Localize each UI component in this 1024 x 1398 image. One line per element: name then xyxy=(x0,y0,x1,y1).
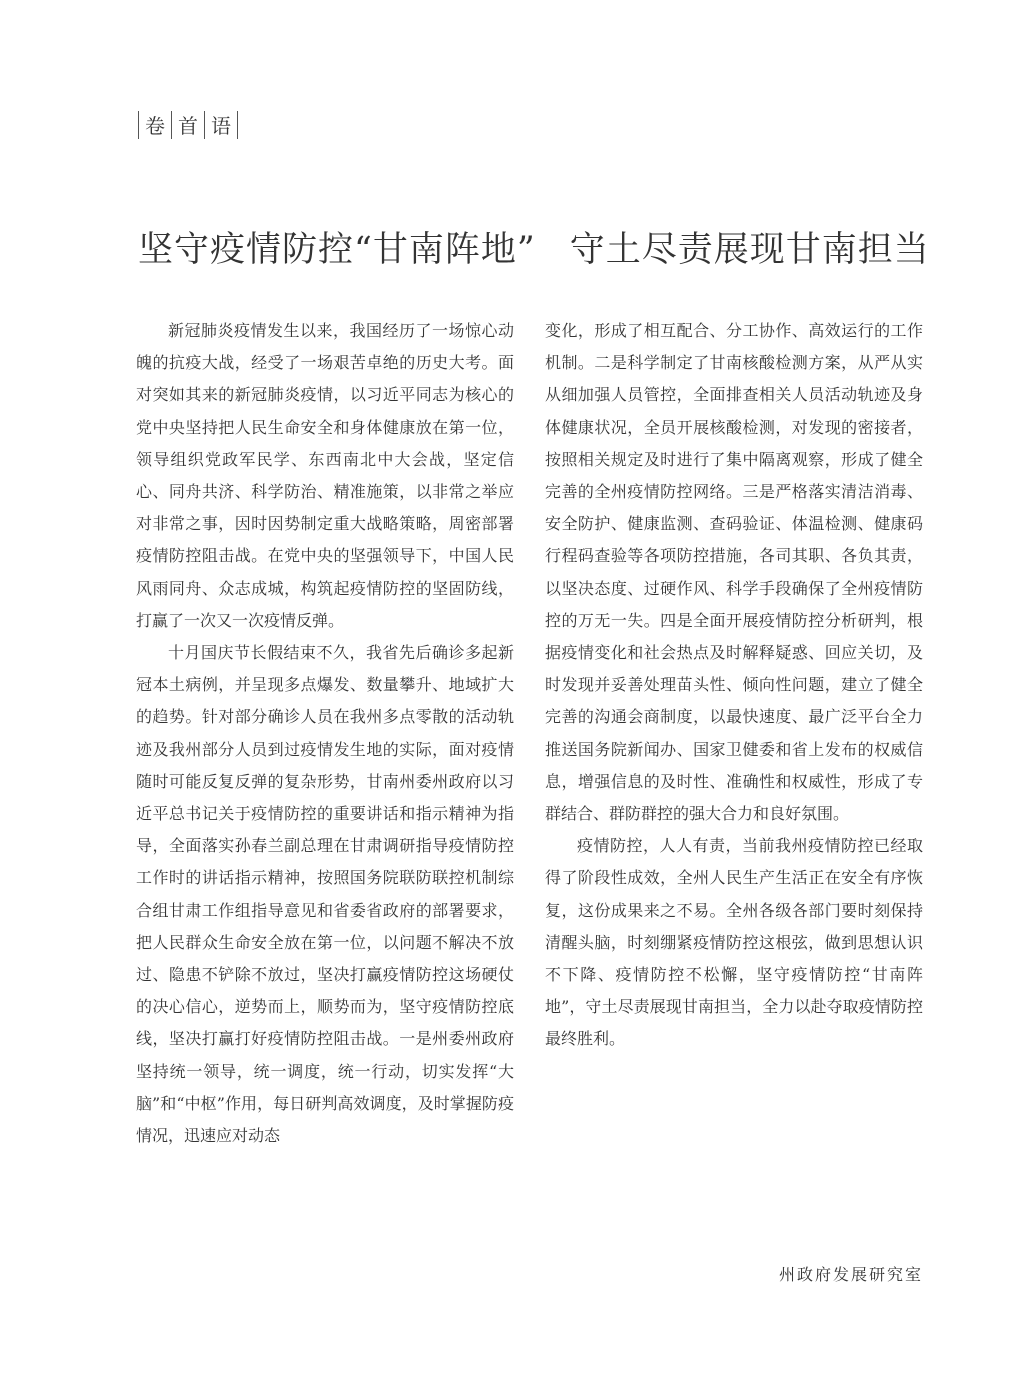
divider xyxy=(204,111,205,139)
article-title-part2: 守土尽责展现甘南担当 xyxy=(569,230,930,270)
author-signature: 州政府发展研究室 xyxy=(778,1265,923,1284)
paragraph: 疫情防控，人人有责，当前我州疫情防控已经取得了阶段性成效，全州人民生产生活正在安全有序恢复，这份成果来之不易。全州各级各部门要时刻保持清醒头脑，时刻绷紧疫情防控这根弦，做到思想认识不下降、疫情防控不松懈，坚守疫情防控“甘南阵地”，守土尽责展现甘南担当，全力以赴夺取疫情防控最终胜利。 xyxy=(545,836,923,1049)
section-tag xyxy=(133,110,243,139)
divider xyxy=(237,111,238,139)
left-column xyxy=(136,315,514,1152)
divider xyxy=(138,111,139,139)
article-title xyxy=(138,222,938,272)
paragraph: 新冠肺炎疫情发生以来，我国经历了一场惊心动魄的抗疫大战，经受了一场艰苦卓绝的历史大考。面对突如其来的新冠肺炎疫情，以习近平同志为核心的党中央坚持把人民生命安全和身体健康放在第一位，领导组织党政军民学、东西南北中大会战，坚定信心、同舟共济、科学防治、精准施策，以非常之举应对非常之事，因时因势制定重大战略策略，周密部署疫情防控阻击战。在党中央的坚强领导下，中国人民风雨同舟、众志成城，构筑起疫情防控的坚固防线，打赢了一次又一次疫情反弹。 xyxy=(136,321,514,630)
section-tag-char: 首 xyxy=(178,114,198,138)
section-tag-char: 卷 xyxy=(145,114,165,138)
right-column xyxy=(545,315,923,1056)
article-title-part1: 坚守疫情防控“甘南阵地” xyxy=(138,230,536,270)
divider xyxy=(171,111,172,139)
paragraph: 十月国庆节长假结束不久，我省先后确诊多起新冠本土病例，并呈现多点爆发、数量攀升、地域扩大的趋势。针对部分确诊人员在我州多点零散的活动轨迹及我州部分人员到过疫情发生地的实际，面对疫情随时可能反复反弹的复杂形势，甘南州委州政府以习近平总书记关于疫情防控的重要讲话和指示精神为指导，全面落实孙春兰副总理在甘肃调研指导疫情防控工作时的讲话指示精神，按照国务院联防联控机制综合组甘肃工作组指导意见和省委省政府的部署要求，把人民群众生命安全放在第一位，以问题不解决不放过、隐患不铲除不放过，坚决打赢疫情防控这场硬仗的决心信心，逆势而上，顺势而为，坚守疫情防控底线，坚决打赢打好疫情防控阻击战。一是州委州政府坚持统一领导，统一调度，统一行动，切实发挥“大脑”和“中枢”作用，每日研判高效调度，及时掌握防疫情况，迅速应对动态 xyxy=(136,643,514,1146)
paragraph: 变化，形成了相互配合、分工协作、高效运行的工作机制。二是科学制定了甘南核酸检测方案，从严从实从细加强人员管控，全面排查相关人员活动轨迹及身体健康状况，全员开展核酸检测，对发现的密接者，按照相关规定及时进行了集中隔离观察，形成了健全完善的全州疫情防控网络。三是严格落实清洁消毒、安全防护、健康监测、查码验证、体温检测、健康码行程码查验等各项防控措施，各司其职、各负其责，以坚决态度、过硬作风、科学手段确保了全州疫情防控的万无一失。四是全面开展疫情防控分析研判，根据疫情变化和社会热点及时解释疑惑、回应关切，及时发现并妥善处理苗头性、倾向性问题，建立了健全完善的沟通会商制度，以最快速度、最广泛平台全力推送国务院新闻办、国家卫健委和省上发布的权威信息，增强信息的及时性、准确性和权威性，形成了专群结合、群防群控的强大合力和良好氛围。 xyxy=(545,321,923,824)
section-tag-char: 语 xyxy=(211,114,231,138)
